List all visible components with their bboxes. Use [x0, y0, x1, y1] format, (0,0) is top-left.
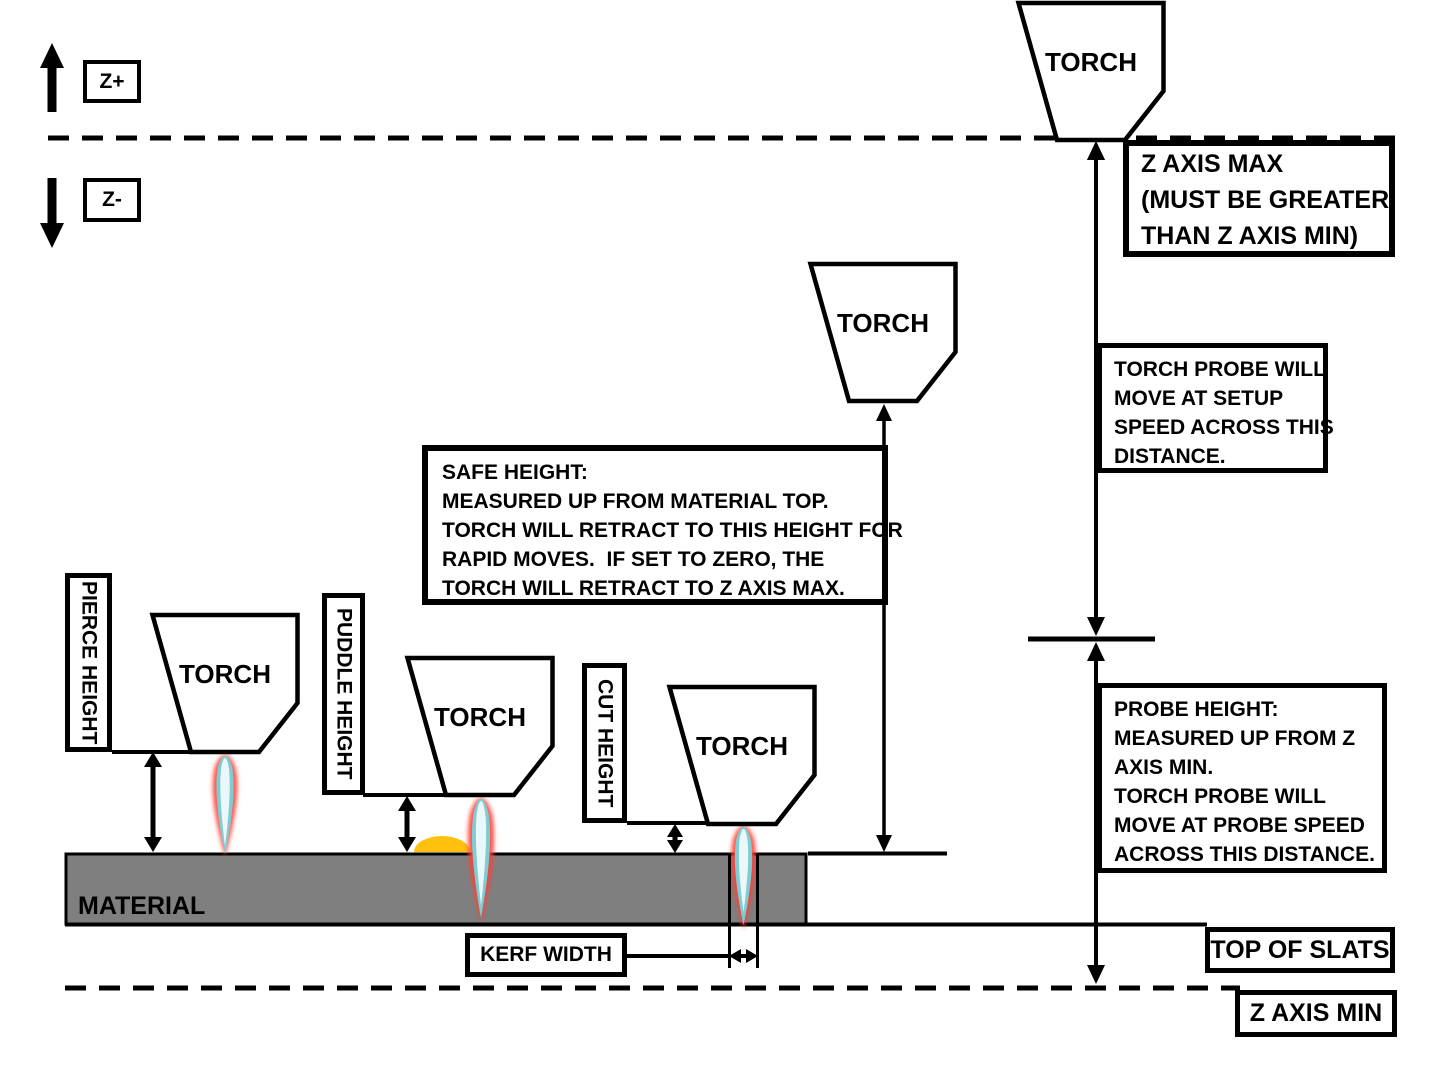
kerf-width-label: KERF WIDTH: [480, 943, 612, 966]
torch-label-top: TORCH: [1045, 47, 1137, 77]
z-minus-label-box: [83, 178, 141, 222]
pierce-height-label: PIERCE HEIGHT: [77, 580, 101, 745]
top-of-slats-label-box: [1205, 927, 1395, 973]
torch-label-puddle: TORCH: [434, 702, 526, 732]
torch-probe-note-box: [1097, 343, 1334, 473]
top-torch-pointer-arrow: [1087, 141, 1105, 160]
pierce-height-arrow: [144, 752, 162, 852]
z-axis-max-line: THAN Z AXIS MIN): [1141, 222, 1359, 250]
kerf-width-label-box: [465, 933, 627, 977]
puddle-height-label: PUDDLE HEIGHT: [332, 608, 356, 780]
pierce-flame-icon: [213, 755, 238, 856]
torch-probe-note-line: TORCH PROBE WILL: [1114, 358, 1326, 381]
safe-height-note-line: SAFE HEIGHT:: [442, 461, 588, 484]
z-axis-max-box: [1123, 140, 1395, 257]
probe-height-note-line: MEASURED UP FROM Z: [1114, 727, 1356, 750]
kerf-width-arrow: [729, 949, 758, 963]
z-axis-max-line: (MUST BE GREATER: [1141, 186, 1390, 214]
molten-puddle: [414, 836, 470, 852]
torch-label-cut: TORCH: [696, 731, 788, 761]
z-minus-arrow: [40, 178, 64, 248]
z-plus-label: Z+: [99, 69, 125, 93]
safe-height-note-line: TORCH WILL RETRACT TO THIS HEIGHT FOR: [442, 519, 903, 542]
cut-height-label-box: [582, 663, 627, 823]
torch-probe-note-line: SPEED ACROSS THIS: [1114, 416, 1334, 439]
probe-height-note-line: TORCH PROBE WILL: [1114, 785, 1326, 808]
z-axis-min-label: Z AXIS MIN: [1249, 999, 1383, 1027]
probe-height-note-line: ACROSS THIS DISTANCE.: [1114, 843, 1375, 866]
cut-height-arrow: [667, 824, 683, 853]
material-label: MATERIAL: [78, 892, 206, 920]
torch-label-safe: TORCH: [837, 308, 929, 338]
safe-height-note-line: RAPID MOVES. IF SET TO ZERO, THE: [442, 548, 825, 571]
z-plus-label-box: [83, 60, 141, 103]
z-axis-max-line: Z AXIS MAX: [1141, 150, 1284, 178]
z-minus-label: Z-: [102, 188, 122, 211]
probe-height-note-box: [1097, 683, 1387, 873]
puddle-height-arrow: [398, 796, 416, 852]
torch-probe-note-line: DISTANCE.: [1114, 445, 1226, 468]
safe-height-note-line: MEASURED UP FROM MATERIAL TOP.: [442, 490, 829, 513]
safe-height-note-box: [422, 445, 903, 605]
pierce-height-label-box: [65, 573, 112, 752]
z-plus-arrow: [40, 43, 64, 112]
probe-height-note-line: MOVE AT PROBE SPEED: [1114, 814, 1365, 837]
z-axis-min-label-box: [1235, 990, 1397, 1037]
top-of-slats-label: TOP OF SLATS: [1210, 935, 1390, 964]
torch-label-pierce: TORCH: [179, 659, 271, 689]
cut-height-label: CUT HEIGHT: [593, 678, 617, 808]
probe-height-note-line: PROBE HEIGHT:: [1114, 698, 1279, 721]
safe-height-note-line: TORCH WILL RETRACT TO Z AXIS MAX.: [442, 577, 845, 600]
torch-probe-note-line: MOVE AT SETUP: [1114, 387, 1284, 410]
puddle-height-label-box: [322, 593, 365, 795]
probe-height-note-line: AXIS MIN.: [1114, 756, 1214, 779]
